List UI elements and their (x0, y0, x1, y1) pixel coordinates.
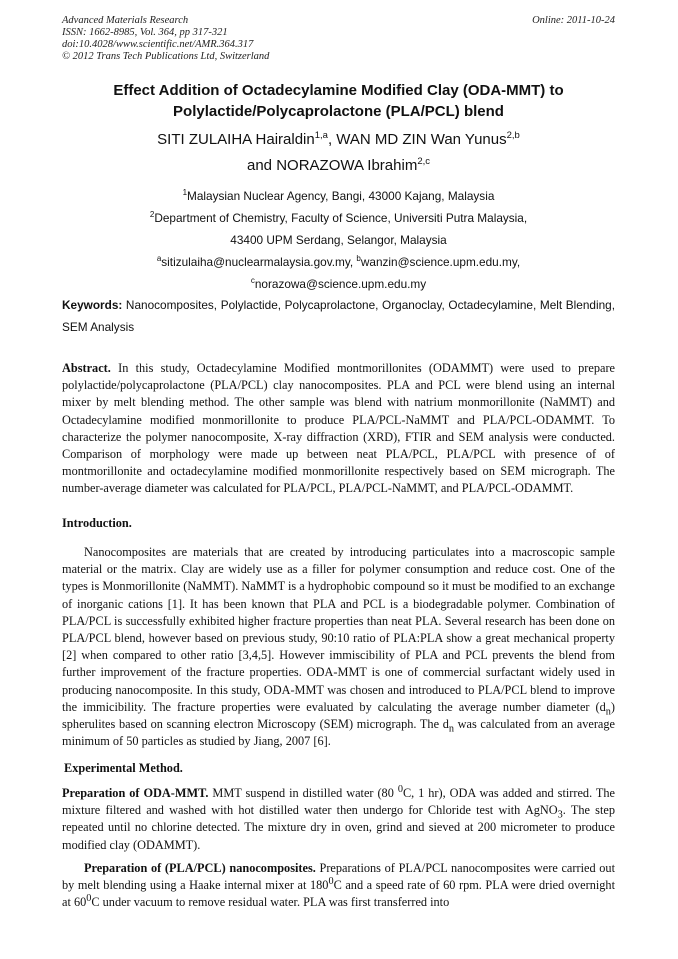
email-c: norazowa@science.upm.edu.my (254, 277, 427, 291)
intro-text-3: was calculated from an average minimum of 50 particles as studied by Jiang, 2007 [6]. (62, 717, 615, 749)
affiliation-1-marker: 1 (182, 188, 188, 198)
journal-name: Advanced Materials Research (62, 15, 189, 26)
email-line-2 (62, 273, 615, 295)
keywords-text: Nanocomposites, Polylactide, Polycaprolactone, Organoclay, Octadecylamine, Melt Blending, SEM Analysis (62, 298, 615, 334)
affiliation-2 (62, 207, 615, 229)
author-1: SITI ZULAIHA Hairaldin (157, 131, 315, 148)
email-b-marker: b (356, 254, 361, 264)
paper-title (62, 80, 615, 122)
affiliations (62, 185, 615, 295)
intro-subscript-1: n (605, 706, 611, 718)
prep-oda-mmt-paragraph (62, 785, 615, 854)
title-line-2: Polylactide/Polycaprolactone (PLA/PCL) blend (173, 103, 504, 120)
email-b: wanzin@science.upm.edu.my, (360, 255, 521, 269)
introduction-heading: Introduction. (62, 516, 132, 530)
author-and: and (246, 157, 277, 174)
email-c-marker: c (250, 276, 255, 286)
keywords-label: Keywords: (62, 298, 123, 312)
affiliation-2-address: 43400 UPM Serdang, Selangor, Malaysia (230, 233, 447, 247)
keywords (62, 294, 615, 338)
abstract-label: Abstract. (62, 361, 111, 375)
affiliation-2-text: Department of Chemistry, Faculty of Science, Universiti Putra Malaysia, (154, 211, 528, 225)
prep2-degree-sup-2: 0 (86, 893, 92, 905)
email-a: sitizulaiha@nuclearmalaysia.gov.my, (161, 255, 357, 269)
affiliation-1 (62, 185, 615, 207)
prep1-text-3: . The step repeated until no chlorine detected. The mixture dry in oven, grind and sieved at 200 micrometer to produce modified clay (ODAMMT). (62, 803, 615, 852)
author-2: WAN MD ZIN Wan Yunus (336, 131, 507, 148)
prep1-text-1: MMT suspend in distilled water (80 (208, 786, 398, 800)
intro-text-1: Nanocomposites are materials that are created by introducing particulates into a macroscopic sample material or the matrix. Clay are widely use as a filler for polymer consumption and reduce cost. One of the types is Monmorillonite (NaMMT). NaMMT is a hydrophobic compound so it must be modified to an exchange of inorganic cations [1]. It has been known that PLA and PCL is a biodegradable polymer. Combination of PLA/PCL is successfully exhibited higher fracture properties than neat PLA. Several research has been done on PLA/PCL blend, however based on previous study, 90:10 ratio of PLA:PLA show a great mechanical property [2] when compared to other ratio [3,4,5]. However immiscibility of PLA and PCL prevents the blend from further improvement of the fracture properties. ODA-MMT is one of commercial surfactant widely used in producing nanocomposite. In this study, ODA-MMT was chosen and introduced to PLA/PCL blend to improve the immicibility. The fracture properties were evaluated by calculating the average number diameter (d (62, 545, 615, 714)
experimental-heading: Experimental Method. (64, 761, 183, 775)
affiliation-2-marker: 2 (149, 210, 155, 220)
author-2-affil: 2,b (506, 130, 520, 141)
introduction-paragraph (62, 544, 615, 750)
online-date: Online: 2011-10-24 (532, 15, 615, 26)
prep2-text-1: Preparations of PLA/PCL nanocomposites were carried out by melt blending using a Haake internal mixer at 180 (62, 861, 615, 893)
author-1-affil: 1,a (314, 130, 328, 141)
doi-line: doi:10.4028/www.scientific.net/AMR.364.317 (62, 39, 254, 50)
title-line-1: Effect Addition of Octadecylamine Modified Clay (ODA-MMT) to (113, 82, 564, 99)
prep2-degree-sup-1: 0 (328, 876, 334, 888)
prep2-text-2: C and a speed rate of 60 rpm. PLA were dried overnight at 60 (62, 878, 615, 910)
email-line-1 (62, 251, 615, 273)
issn-line: ISSN: 1662-8985, Vol. 364, pp 317-321 (62, 27, 228, 38)
author-list (62, 127, 615, 179)
journal-header (62, 15, 615, 63)
affiliation-1-text: Malaysian Nuclear Agency, Bangi, 43000 Kajang, Malaysia (187, 189, 495, 203)
authors-line-1 (62, 127, 615, 153)
prep-nanocomposites-paragraph (62, 860, 615, 912)
prep-nanocomposites-label: Preparation of (PLA/PCL) nanocomposites. (84, 861, 316, 875)
prep-oda-mmt-label: Preparation of ODA-MMT. (62, 786, 209, 800)
email-a-marker: a (156, 254, 162, 264)
author-3: NORAZOWA Ibrahim (276, 157, 418, 174)
copyright-line: © 2012 Trans Tech Publications Ltd, Switzerland (62, 51, 270, 62)
intro-subscript-2: n (448, 723, 454, 735)
prep1-degree-sup: 0 (397, 783, 403, 795)
authors-line-2 (62, 153, 615, 179)
intro-text-2: ) spherulites based on scanning electron Microscopy (SEM) micrograph. The d (62, 699, 615, 732)
abstract-text: In this study, Octadecylamine Modified montmorillonites (ODAMMT) were used to prepare polylactide/polycaprolactone (PLA/PCL) clay nanocomposites. PLA and PCL were blend using an internal mixer by melt blending method. The other sample was blend with natrium monmorillonite (NaMMT) and Octadecylamine modified monmorillonite to produce PLA/PCL-NaMMT and PLA/PCL-ODAMMT. To characterize the polymer nanocomposite, X-ray diffraction (XRD), FTIR and SEM analysis were conducted. Comparison of morphology were made up between neat PLA/PCL, PLA/PCL with presence of of montmorillonite and octadecylamine modified monmorillonite respectively based on SEM micrograph. The number-average diameter was calculated for PLA/PCL, PLA/PCL-NaMMT, and PLA/PCL-ODAMMT. (62, 361, 615, 496)
prep1-text-2: C, 1 hr), ODA was added and stirred. The mixture filtered and washed with hot distilled water then undergo for Chloride test with AgNO (62, 786, 615, 818)
prep2-text-3: C under vacuum to remove residual water. PLA was first transferred into (91, 895, 450, 910)
author-3-affil: 2,c (417, 156, 431, 167)
author-separator: , (327, 131, 337, 148)
abstract (62, 360, 615, 498)
prep1-subscript: 3 (557, 809, 563, 821)
